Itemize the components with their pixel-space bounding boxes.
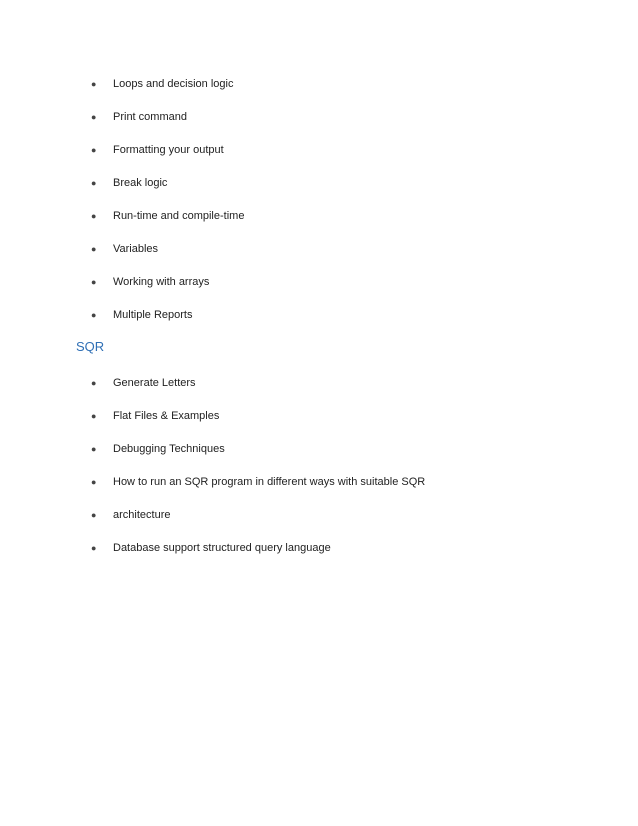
list-item bbox=[0, 308, 638, 341]
list-item-text: architecture bbox=[113, 509, 171, 521]
bullet-icon: ● bbox=[91, 444, 97, 454]
bullet-icon: ● bbox=[91, 310, 97, 320]
list-item-text: Break logic bbox=[113, 177, 168, 189]
list-item-text: Debugging Techniques bbox=[113, 443, 225, 455]
list-item bbox=[0, 110, 638, 143]
list-item bbox=[0, 275, 638, 308]
list-item-text: Formatting your output bbox=[113, 144, 224, 156]
list-item bbox=[0, 176, 638, 209]
list-item bbox=[0, 409, 638, 442]
list-item bbox=[0, 475, 638, 508]
bullet-icon: ● bbox=[91, 79, 97, 89]
bullet-icon: ● bbox=[91, 112, 97, 122]
bullet-icon: ● bbox=[91, 178, 97, 188]
bullet-icon: ● bbox=[91, 543, 97, 553]
bullet-icon: ● bbox=[91, 244, 97, 254]
list-item-text: Run-time and compile-time bbox=[113, 210, 245, 222]
list-item-text: Working with arrays bbox=[113, 276, 210, 288]
bullet-icon: ● bbox=[91, 411, 97, 421]
list-item bbox=[0, 209, 638, 242]
bullet-icon: ● bbox=[91, 145, 97, 155]
list-item-text: Loops and decision logic bbox=[113, 78, 234, 90]
list-item-text: Database support structured query language bbox=[113, 542, 331, 554]
list-item-text: Flat Files & Examples bbox=[113, 410, 220, 422]
list-item bbox=[0, 508, 638, 541]
list-item-text: Print command bbox=[113, 111, 187, 123]
list-item-text: Multiple Reports bbox=[113, 309, 193, 321]
list-item bbox=[0, 376, 638, 409]
list-item bbox=[0, 77, 638, 110]
bullet-icon: ● bbox=[91, 510, 97, 520]
list-item-text: Variables bbox=[113, 243, 159, 255]
list-item bbox=[0, 442, 638, 475]
list-item bbox=[0, 143, 638, 176]
bullet-icon: ● bbox=[91, 211, 97, 221]
list-item bbox=[0, 242, 638, 275]
list-item-text: Generate Letters bbox=[113, 377, 196, 389]
list-item-text: How to run an SQR program in different ways with suitable SQR bbox=[113, 476, 426, 488]
list-item bbox=[0, 541, 638, 574]
section-heading-sqr: SQR bbox=[76, 339, 105, 354]
bullet-icon: ● bbox=[91, 477, 97, 487]
bullet-icon: ● bbox=[91, 378, 97, 388]
topic-list bbox=[0, 77, 638, 341]
bullet-icon: ● bbox=[91, 277, 97, 287]
sqr-topic-list bbox=[0, 376, 638, 574]
